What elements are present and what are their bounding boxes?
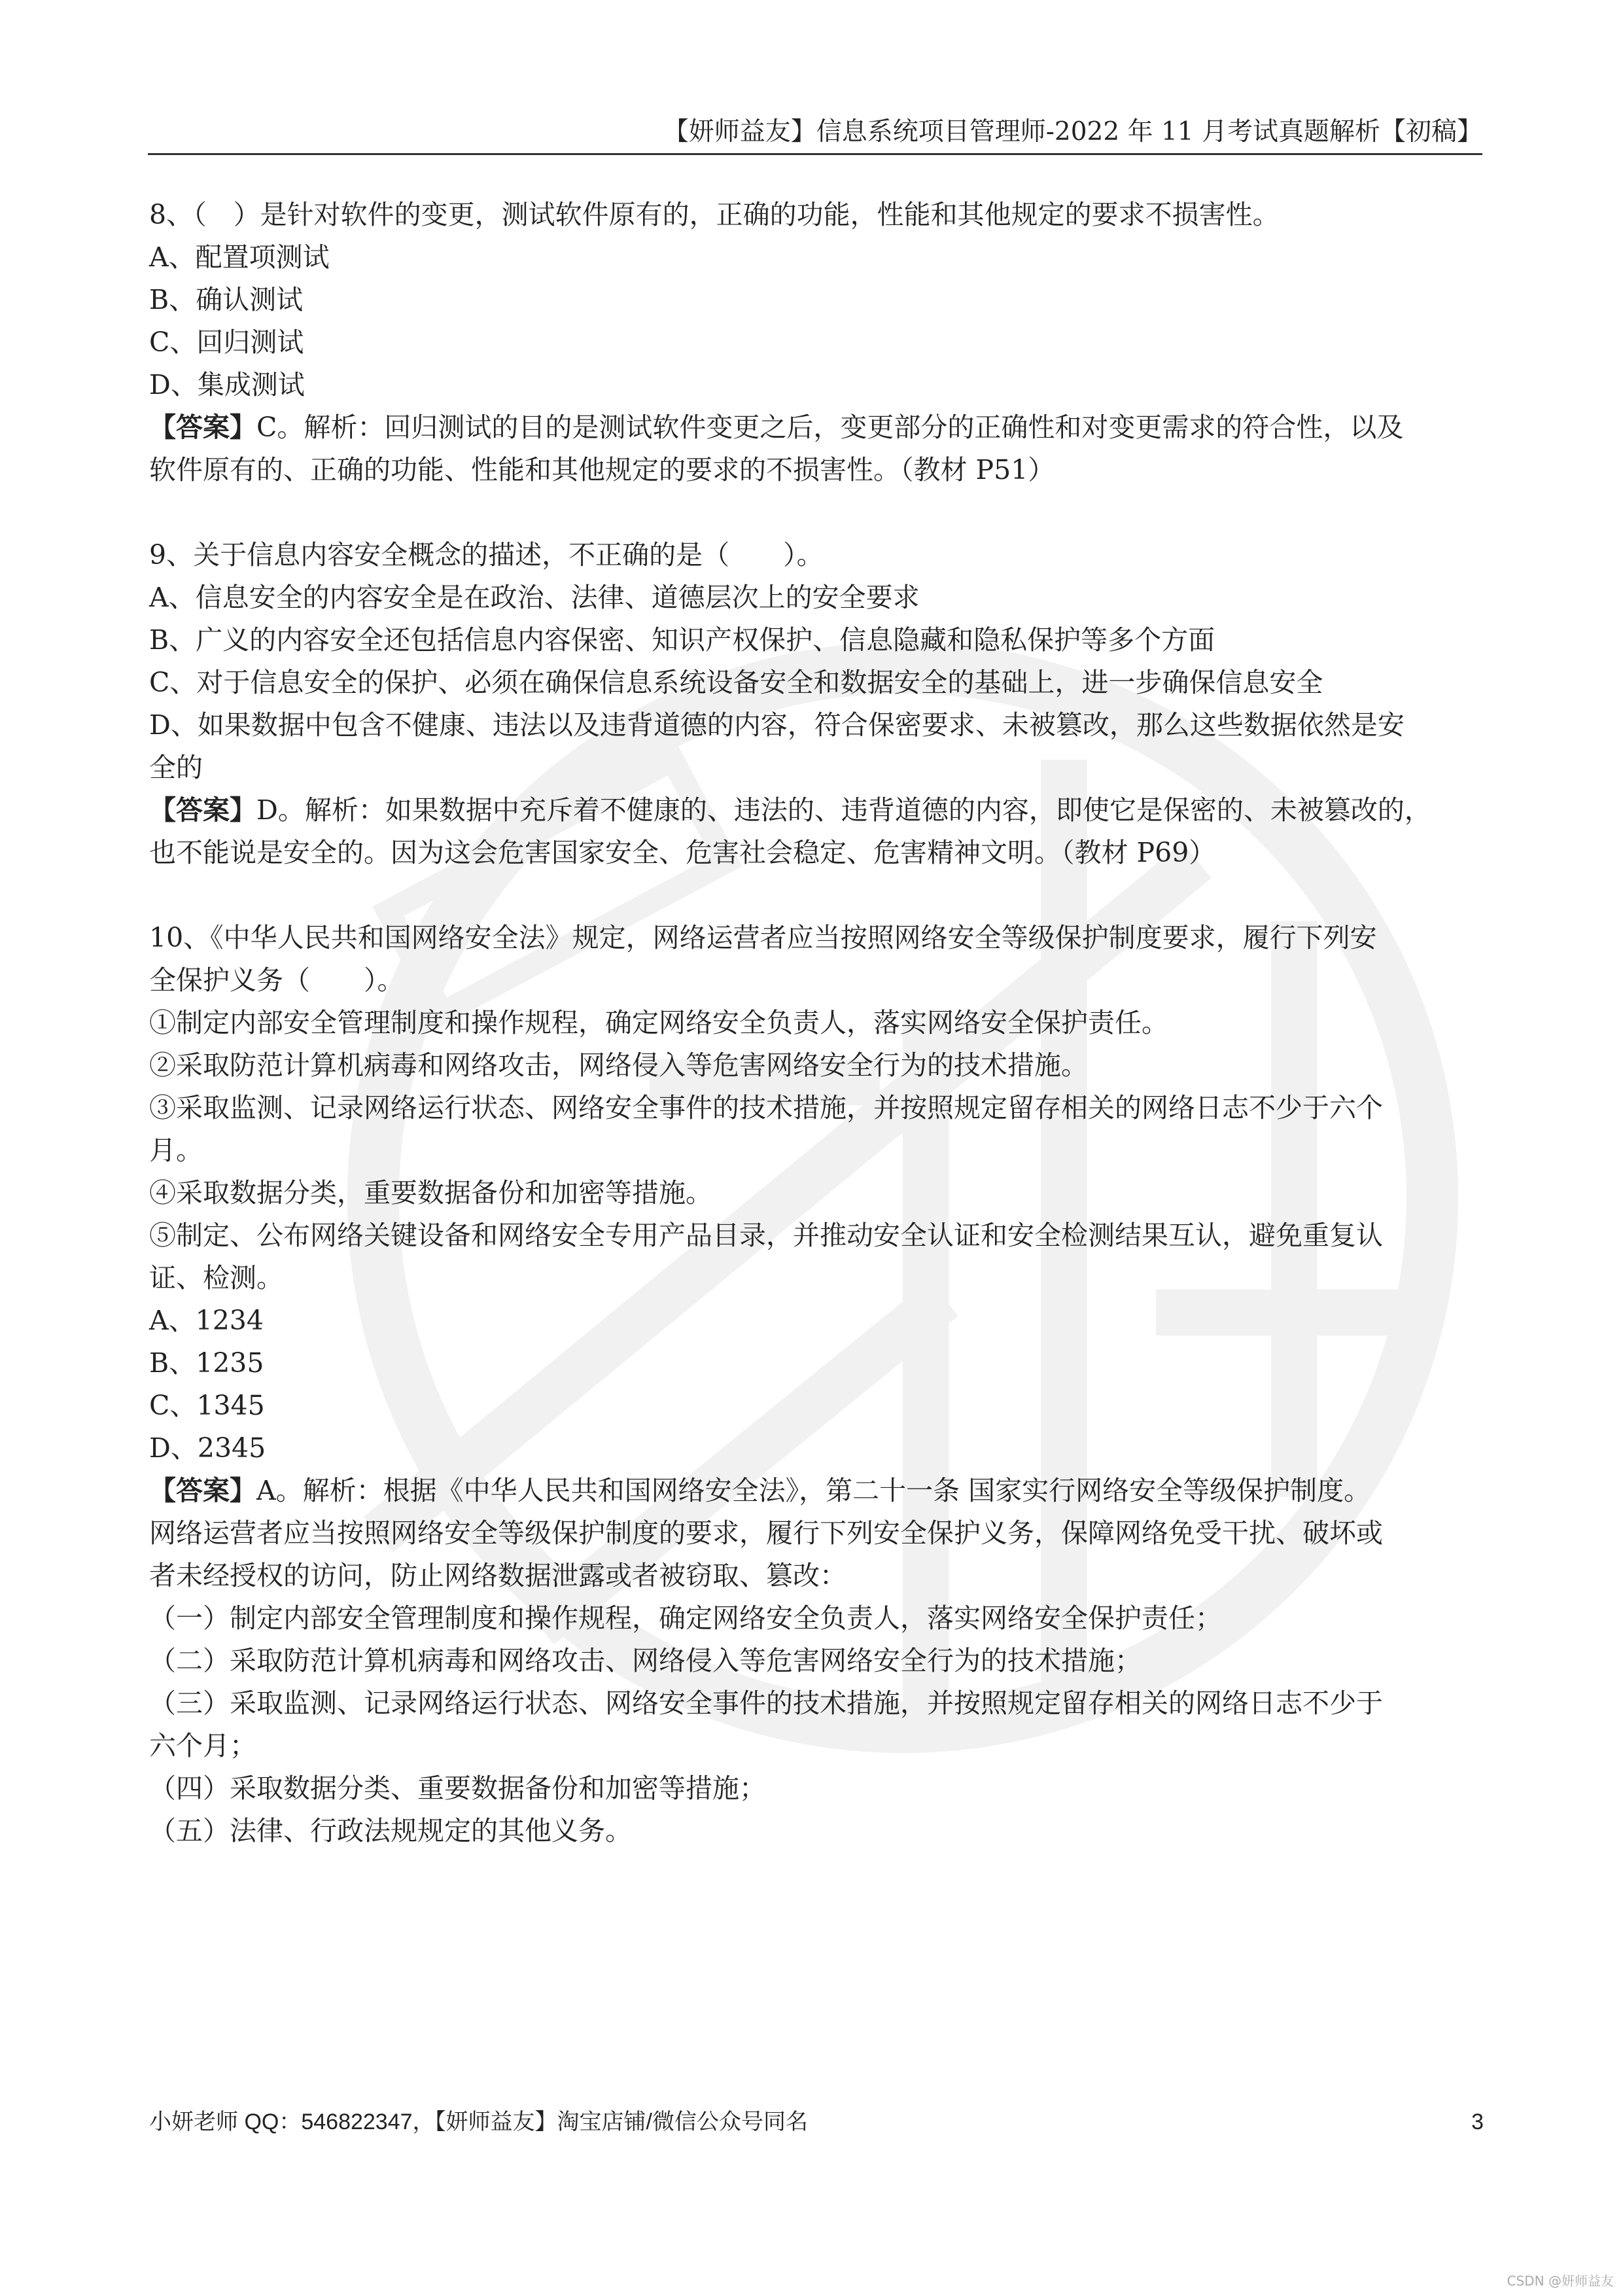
option-d: D、如果数据中包含不健康、违法以及违背道德的内容，符合保密要求、未被篡改，那么这些数据依然是安	[149, 709, 1405, 741]
answer-text: （四）采取数据分类、重要数据备份和加密等措施；	[149, 1773, 766, 1804]
question-stem: 8、（ ）是针对软件的变更，测试软件原有的，正确的功能，性能和其他规定的要求不损害性。	[149, 199, 1280, 230]
option-b: B、广义的内容安全还包括信息内容保密、知识产权保护、信息隐藏和隐私保护等多个方面	[149, 624, 1215, 656]
answer-label: 【答案】	[149, 1475, 256, 1506]
answer-text: D。解析：如果数据中充斥着不健康的、违法的、违背道德的内容，即使它是保密的、未被篡改的，	[256, 794, 1431, 826]
statement-5: ⑤制定、公布网络关键设备和网络安全专用产品目录，并推动安全认证和安全检测结果互认，避免重复认	[149, 1220, 1383, 1251]
answer-line	[149, 789, 1484, 832]
answer-text: 软件原有的、正确的功能、性能和其他规定的要求的不损害性。（教材 P51）	[149, 454, 1055, 486]
answer-text: 六个月；	[149, 1730, 256, 1761]
answer-text: （三）采取监测、记录网络运行状态、网络安全事件的技术措施，并按照规定留存相关的网络日志不少于	[149, 1687, 1383, 1719]
question-stem: 全保护义务（ ）。	[149, 964, 404, 996]
option-a: A、1234	[149, 1305, 264, 1336]
statement-3: ③采取监测、记录网络运行状态、网络安全事件的技术措施，并按照规定留存相关的网络日志不少于六个	[149, 1092, 1383, 1123]
answer-text: C。解析：回归测试的目的是测试软件变更之后，变更部分的正确性和对变更需求的符合性，以及	[256, 412, 1404, 443]
answer-label: 【答案】	[149, 412, 256, 443]
spacer	[149, 874, 1484, 917]
option-d-continued: 全的	[149, 752, 203, 783]
question-10	[149, 917, 1484, 1852]
option-c: C、对于信息安全的保护、必须在确保信息系统设备安全和数据安全的基础上，进一步确保信息安全	[149, 667, 1323, 698]
option-b: B、1235	[149, 1347, 264, 1379]
csdn-watermark-text: CSDN @妍师益友	[1507, 2273, 1614, 2289]
option-d: D、2345	[149, 1432, 266, 1464]
header-rule	[148, 153, 1482, 155]
option-c: C、回归测试	[149, 327, 304, 358]
answer-text: （一）制定内部安全管理制度和操作规程，确定网络安全负责人，落实网络安全保护责任；	[149, 1602, 1222, 1634]
statement-2: ②采取防范计算机病毒和网络攻击，网络侵入等危害网络安全行为的技术措施。	[149, 1050, 1088, 1081]
question-stem: 10、《中华人民共和国网络安全法》规定，网络运营者应当按照网络安全等级保护制度要求，履行下列安	[149, 922, 1377, 953]
page-number: 3	[1471, 2110, 1484, 2134]
answer-text: 也不能说是安全的。因为这会危害国家安全、危害社会稳定、危害精神文明。（教材 P69）	[149, 837, 1216, 868]
option-a: A、信息安全的内容安全是在政治、法律、道德层次上的安全要求	[149, 582, 920, 613]
question-9	[149, 534, 1484, 874]
answer-text: A。解析：根据《中华人民共和国网络安全法》，第二十一条 国家实行网络安全等级保护制度。	[256, 1475, 1371, 1506]
statement-3-continued: 月。	[149, 1135, 203, 1166]
option-c: C、1345	[149, 1390, 265, 1421]
question-8	[149, 194, 1484, 491]
answer-line	[149, 1470, 1484, 1512]
option-d: D、集成测试	[149, 369, 305, 400]
question-stem: 9、关于信息内容安全概念的描述，不正确的是（ ）。	[149, 539, 824, 571]
statement-1: ①制定内部安全管理制度和操作规程，确定网络安全负责人，落实网络安全保护责任。	[149, 1007, 1168, 1038]
statement-4: ④采取数据分类，重要数据备份和加密等措施。	[149, 1177, 712, 1209]
statement-5-continued: 证、检测。	[149, 1262, 283, 1294]
answer-label: 【答案】	[149, 794, 256, 826]
option-a: A、配置项测试	[149, 241, 330, 273]
answer-line	[149, 406, 1484, 449]
answer-text: （二）采取防范计算机病毒和网络攻击、网络侵入等危害网络安全行为的技术措施；	[149, 1645, 1142, 1676]
page-header-title: 【妍师益友】信息系统项目管理师-2022 年 11 月考试真题解析【初稿】	[663, 117, 1482, 147]
answer-text: （五）法律、行政法规规定的其他义务。	[149, 1815, 632, 1846]
answer-text: 网络运营者应当按照网络安全等级保护制度的要求，履行下列安全保护义务，保障网络免受干扰、破坏或	[149, 1517, 1383, 1549]
option-b: B、确认测试	[149, 284, 304, 315]
answer-text: 者未经授权的访问，防止网络数据泄露或者被窃取、篡改：	[149, 1560, 846, 1591]
spacer	[149, 491, 1484, 534]
footer-contact-text: 小妍老师 QQ：546822347，【妍师益友】淘宝店铺/微信公众号同名	[149, 2110, 808, 2134]
document-body	[149, 194, 1484, 1852]
